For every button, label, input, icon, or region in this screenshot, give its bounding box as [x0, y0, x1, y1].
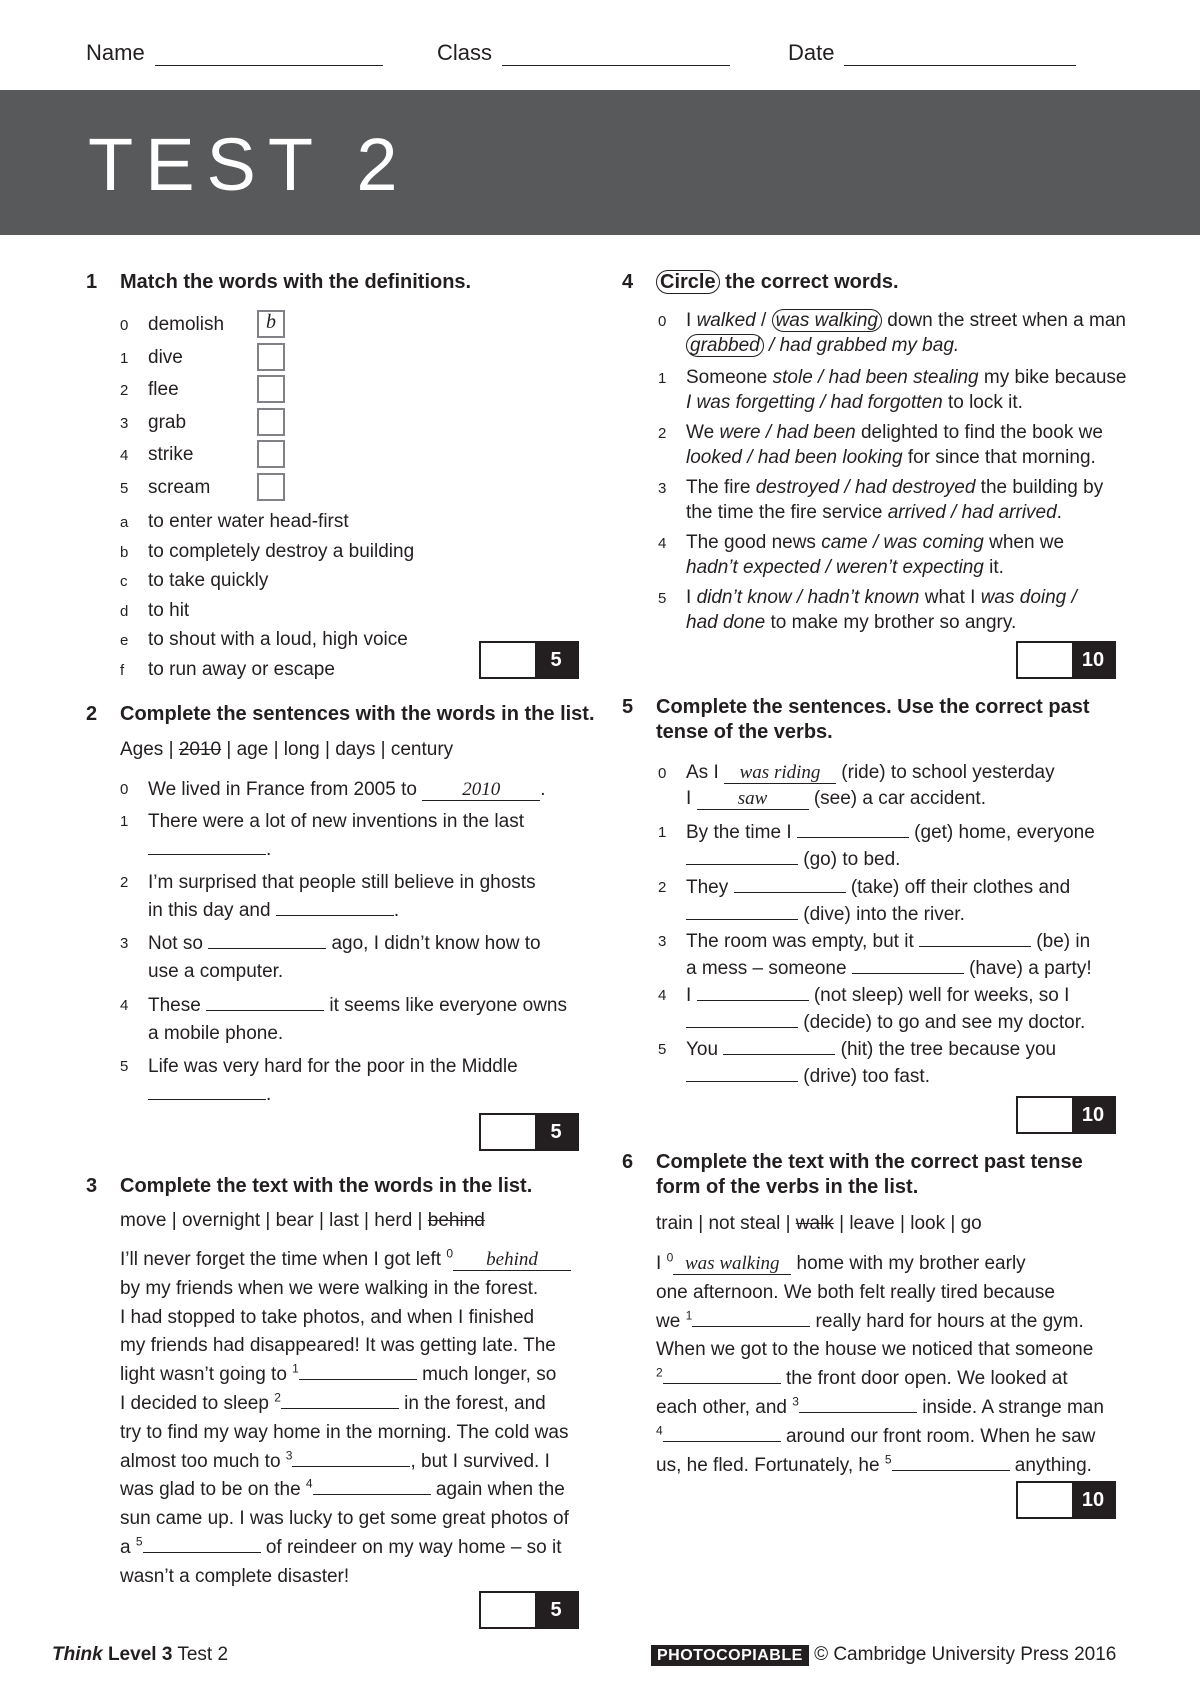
class-label: Class — [437, 40, 493, 65]
text-line: $^2$ the front door open. We looked at — [656, 1365, 1068, 1390]
answer-blank[interactable] — [686, 901, 798, 920]
ex5-score-box[interactable] — [1016, 1096, 1116, 1134]
word-list-item: leave — [849, 1213, 895, 1234]
ex5-score: 10 — [1072, 1098, 1114, 1132]
ex1-word-row: 5 scream — [120, 476, 211, 498]
student-info-header — [86, 40, 1126, 70]
date-line[interactable] — [844, 45, 1076, 66]
ex1-answer-box[interactable] — [257, 440, 285, 468]
word-list-item: train — [656, 1213, 693, 1234]
answer-blank[interactable] — [206, 992, 324, 1011]
footer-copyright: PHOTOCOPIABLE © Cambridge University Press 2016 — [651, 1644, 1116, 1666]
ex3-word-list: move | overnight | bear | last | herd | behind — [120, 1210, 485, 1231]
answer-choice[interactable]: I was forgetting / had forgotten — [686, 392, 943, 413]
word-list-item: 2010 — [178, 739, 222, 760]
answer-blank[interactable] — [148, 1081, 266, 1100]
ex1-word-row: 3 grab — [120, 411, 187, 433]
answer-blank[interactable] — [686, 1009, 798, 1028]
answer-blank[interactable] — [892, 1452, 1010, 1471]
ex1-answer-box[interactable] — [257, 473, 285, 501]
word-list-item: Ages — [120, 739, 164, 760]
ex3-text — [120, 1246, 580, 1592]
answer-choice[interactable]: hadn’t expected / weren’t expecting — [686, 557, 984, 578]
answer-blank[interactable] — [208, 930, 326, 949]
text-line: us, he fled. Fortunately, he $^5$ anything. — [656, 1452, 1092, 1476]
answer-blank[interactable] — [919, 928, 1031, 947]
ex2-word-list: Ages | 2010 | age | long | days | century — [120, 739, 454, 760]
text-line: my friends had disappeared! It was getting late. The — [120, 1335, 556, 1357]
ex1-definition: a to enter water head-first — [120, 511, 349, 532]
ex1-answer-box[interactable] — [257, 343, 285, 371]
ex1-definition: d to hit — [120, 599, 190, 621]
answer-choice[interactable]: my bag. — [886, 335, 960, 356]
word-list-item: go — [960, 1213, 982, 1234]
answer-choice[interactable]: stole / had been stealing — [772, 367, 979, 388]
answer-blank[interactable] — [663, 1423, 781, 1442]
answer-blank[interactable] — [663, 1365, 781, 1384]
answer-choice[interactable]: arrived / had arrived — [887, 502, 1057, 523]
text-line: wasn’t a complete disaster! — [120, 1565, 350, 1587]
answer-choice[interactable]: / — [763, 335, 780, 356]
answer-blank[interactable] — [686, 846, 798, 865]
word-list-item: move — [120, 1210, 167, 1231]
answer-choice[interactable]: came / was coming — [821, 532, 984, 553]
text-line: each other, and $^3$ inside. A strange man — [656, 1394, 1104, 1418]
text-line: When we got to the house we noticed that someone — [656, 1339, 1094, 1361]
word-list-item: century — [390, 739, 454, 760]
ex2-score: 5 — [535, 1115, 577, 1149]
class-line[interactable] — [502, 45, 730, 66]
text-line: a $^5$ of reindeer on my way home – so it — [120, 1534, 562, 1558]
word-list-item: herd — [374, 1210, 413, 1231]
text-line: sun came up. I was lucky to get some great photos of — [120, 1508, 569, 1530]
word-list-item: age — [236, 739, 269, 760]
word-list-item: bear — [275, 1210, 314, 1231]
date-field[interactable] — [788, 40, 1076, 66]
word-list-item: walk — [795, 1213, 834, 1234]
answer-blank[interactable] — [692, 1308, 810, 1327]
word-list-item: last — [329, 1210, 359, 1231]
answer-blank[interactable] — [852, 955, 964, 974]
class-field[interactable] — [437, 40, 730, 66]
word-list-item: days — [335, 739, 376, 760]
name-field[interactable] — [86, 40, 383, 66]
word-list-item: long — [283, 739, 320, 760]
ex1-definition: b to completely destroy a building — [120, 540, 415, 562]
answer-blank[interactable]: was walking — [673, 1254, 791, 1275]
word-list-item: look — [910, 1213, 946, 1234]
name-line[interactable] — [155, 45, 383, 66]
word-list-item: behind — [427, 1210, 485, 1231]
text-line: one afternoon. We both felt really tired because — [656, 1281, 1055, 1303]
ex1-score: 5 — [535, 643, 577, 677]
name-label: Name — [86, 40, 145, 65]
ex6-score-box[interactable] — [1016, 1481, 1116, 1519]
word-list-item: not steal — [708, 1213, 781, 1234]
text-line: I decided to sleep $^2$ in the forest, and — [120, 1390, 546, 1414]
ex1-score-box[interactable] — [479, 641, 579, 679]
ex1-definition: e to shout with a loud, high voice — [120, 629, 408, 650]
answer-blank[interactable] — [686, 1063, 798, 1082]
answer-blank[interactable] — [799, 1394, 917, 1413]
answer-blank[interactable] — [143, 1534, 261, 1553]
circle-word: Circle — [656, 270, 720, 294]
answer-choice[interactable]: had done — [686, 612, 766, 633]
text-line: I $^0$ was walking home with my brother early — [656, 1250, 1026, 1274]
ex1-word-row: 1 dive — [120, 346, 183, 368]
answer-choice[interactable]: were / had been — [719, 422, 856, 443]
answer-blank[interactable]: saw — [697, 789, 809, 810]
answer-blank[interactable]: 2010 — [422, 780, 540, 801]
footer-book-info: Think Level 3 Test 2 — [52, 1644, 229, 1665]
ex1-answer-box[interactable] — [257, 375, 285, 403]
ex6-score: 10 — [1072, 1483, 1114, 1517]
text-line: try to find my way home in the morning. The cold was — [120, 1421, 569, 1443]
ex4-score-box[interactable] — [1016, 641, 1116, 679]
answer-choice[interactable]: didn’t know / hadn’t known — [696, 587, 920, 608]
ex6-word-list: train | not steal | walk | leave | look | go — [656, 1213, 982, 1234]
answer-blank[interactable] — [148, 836, 266, 855]
answer-blank[interactable] — [276, 897, 394, 916]
text-line: I’ll never forget the time when I got left $^0$ behind — [120, 1246, 580, 1275]
answer-blank[interactable] — [734, 874, 846, 893]
photocopiable-badge: PHOTOCOPIABLE — [651, 1645, 809, 1666]
ex1-answer-box[interactable]: b — [257, 310, 285, 338]
answer-blank[interactable] — [299, 1361, 417, 1380]
ex3-score: 5 — [535, 1593, 577, 1627]
ex1-word-row: 2 flee — [120, 379, 179, 400]
answer-blank[interactable] — [723, 1036, 835, 1055]
text-line: by my friends when we were walking in the forest. — [120, 1277, 539, 1299]
answer-blank[interactable] — [313, 1476, 431, 1495]
answer-blank[interactable] — [292, 1448, 410, 1467]
answer-choice[interactable]: destroyed / had destroyed — [755, 477, 976, 498]
ex4-score: 10 — [1072, 643, 1114, 677]
answer-blank[interactable] — [797, 819, 909, 838]
text-line: I had stopped to take photos, and when I finished — [120, 1306, 535, 1328]
answer-blank[interactable]: behind — [453, 1250, 571, 1271]
text-line: $^4$ around our front room. When he saw — [656, 1423, 1096, 1447]
ex1-definition: f to run away or escape — [120, 658, 335, 680]
ex3-score-box[interactable] — [479, 1591, 579, 1629]
text-line: almost too much to $^3$ , but I survived. I — [120, 1448, 550, 1472]
text-line: was glad to be on the $^4$ again when the — [120, 1477, 565, 1501]
ex1-word-row: 0 demolish — [120, 314, 225, 335]
page-title: TEST 2 — [88, 123, 410, 206]
word-list-item: overnight — [181, 1210, 261, 1231]
answer-choice[interactable]: walked — [696, 310, 756, 331]
text-line: light wasn’t going to $^1$ much longer, so — [120, 1361, 557, 1386]
answer-choice[interactable]: looked / had been looking — [686, 447, 903, 468]
ex6-text — [656, 1250, 1126, 1480]
answer-blank[interactable]: was riding — [724, 763, 836, 784]
answer-choice[interactable]: was doing / — [980, 587, 1077, 608]
ex1-definition: c to take quickly — [120, 570, 269, 591]
date-label: Date — [788, 40, 835, 65]
answer-blank[interactable] — [281, 1390, 399, 1409]
ex1-answer-box[interactable] — [257, 408, 285, 436]
ex1-word-row: 4 strike — [120, 444, 194, 465]
ex2-score-box[interactable] — [479, 1113, 579, 1151]
answer-choice[interactable]: grabbed — [686, 334, 764, 357]
answer-blank[interactable] — [697, 982, 809, 1001]
answer-choice[interactable]: was walking — [772, 309, 882, 332]
text-line: we $^1$ really hard for hours at the gym. — [656, 1308, 1084, 1332]
